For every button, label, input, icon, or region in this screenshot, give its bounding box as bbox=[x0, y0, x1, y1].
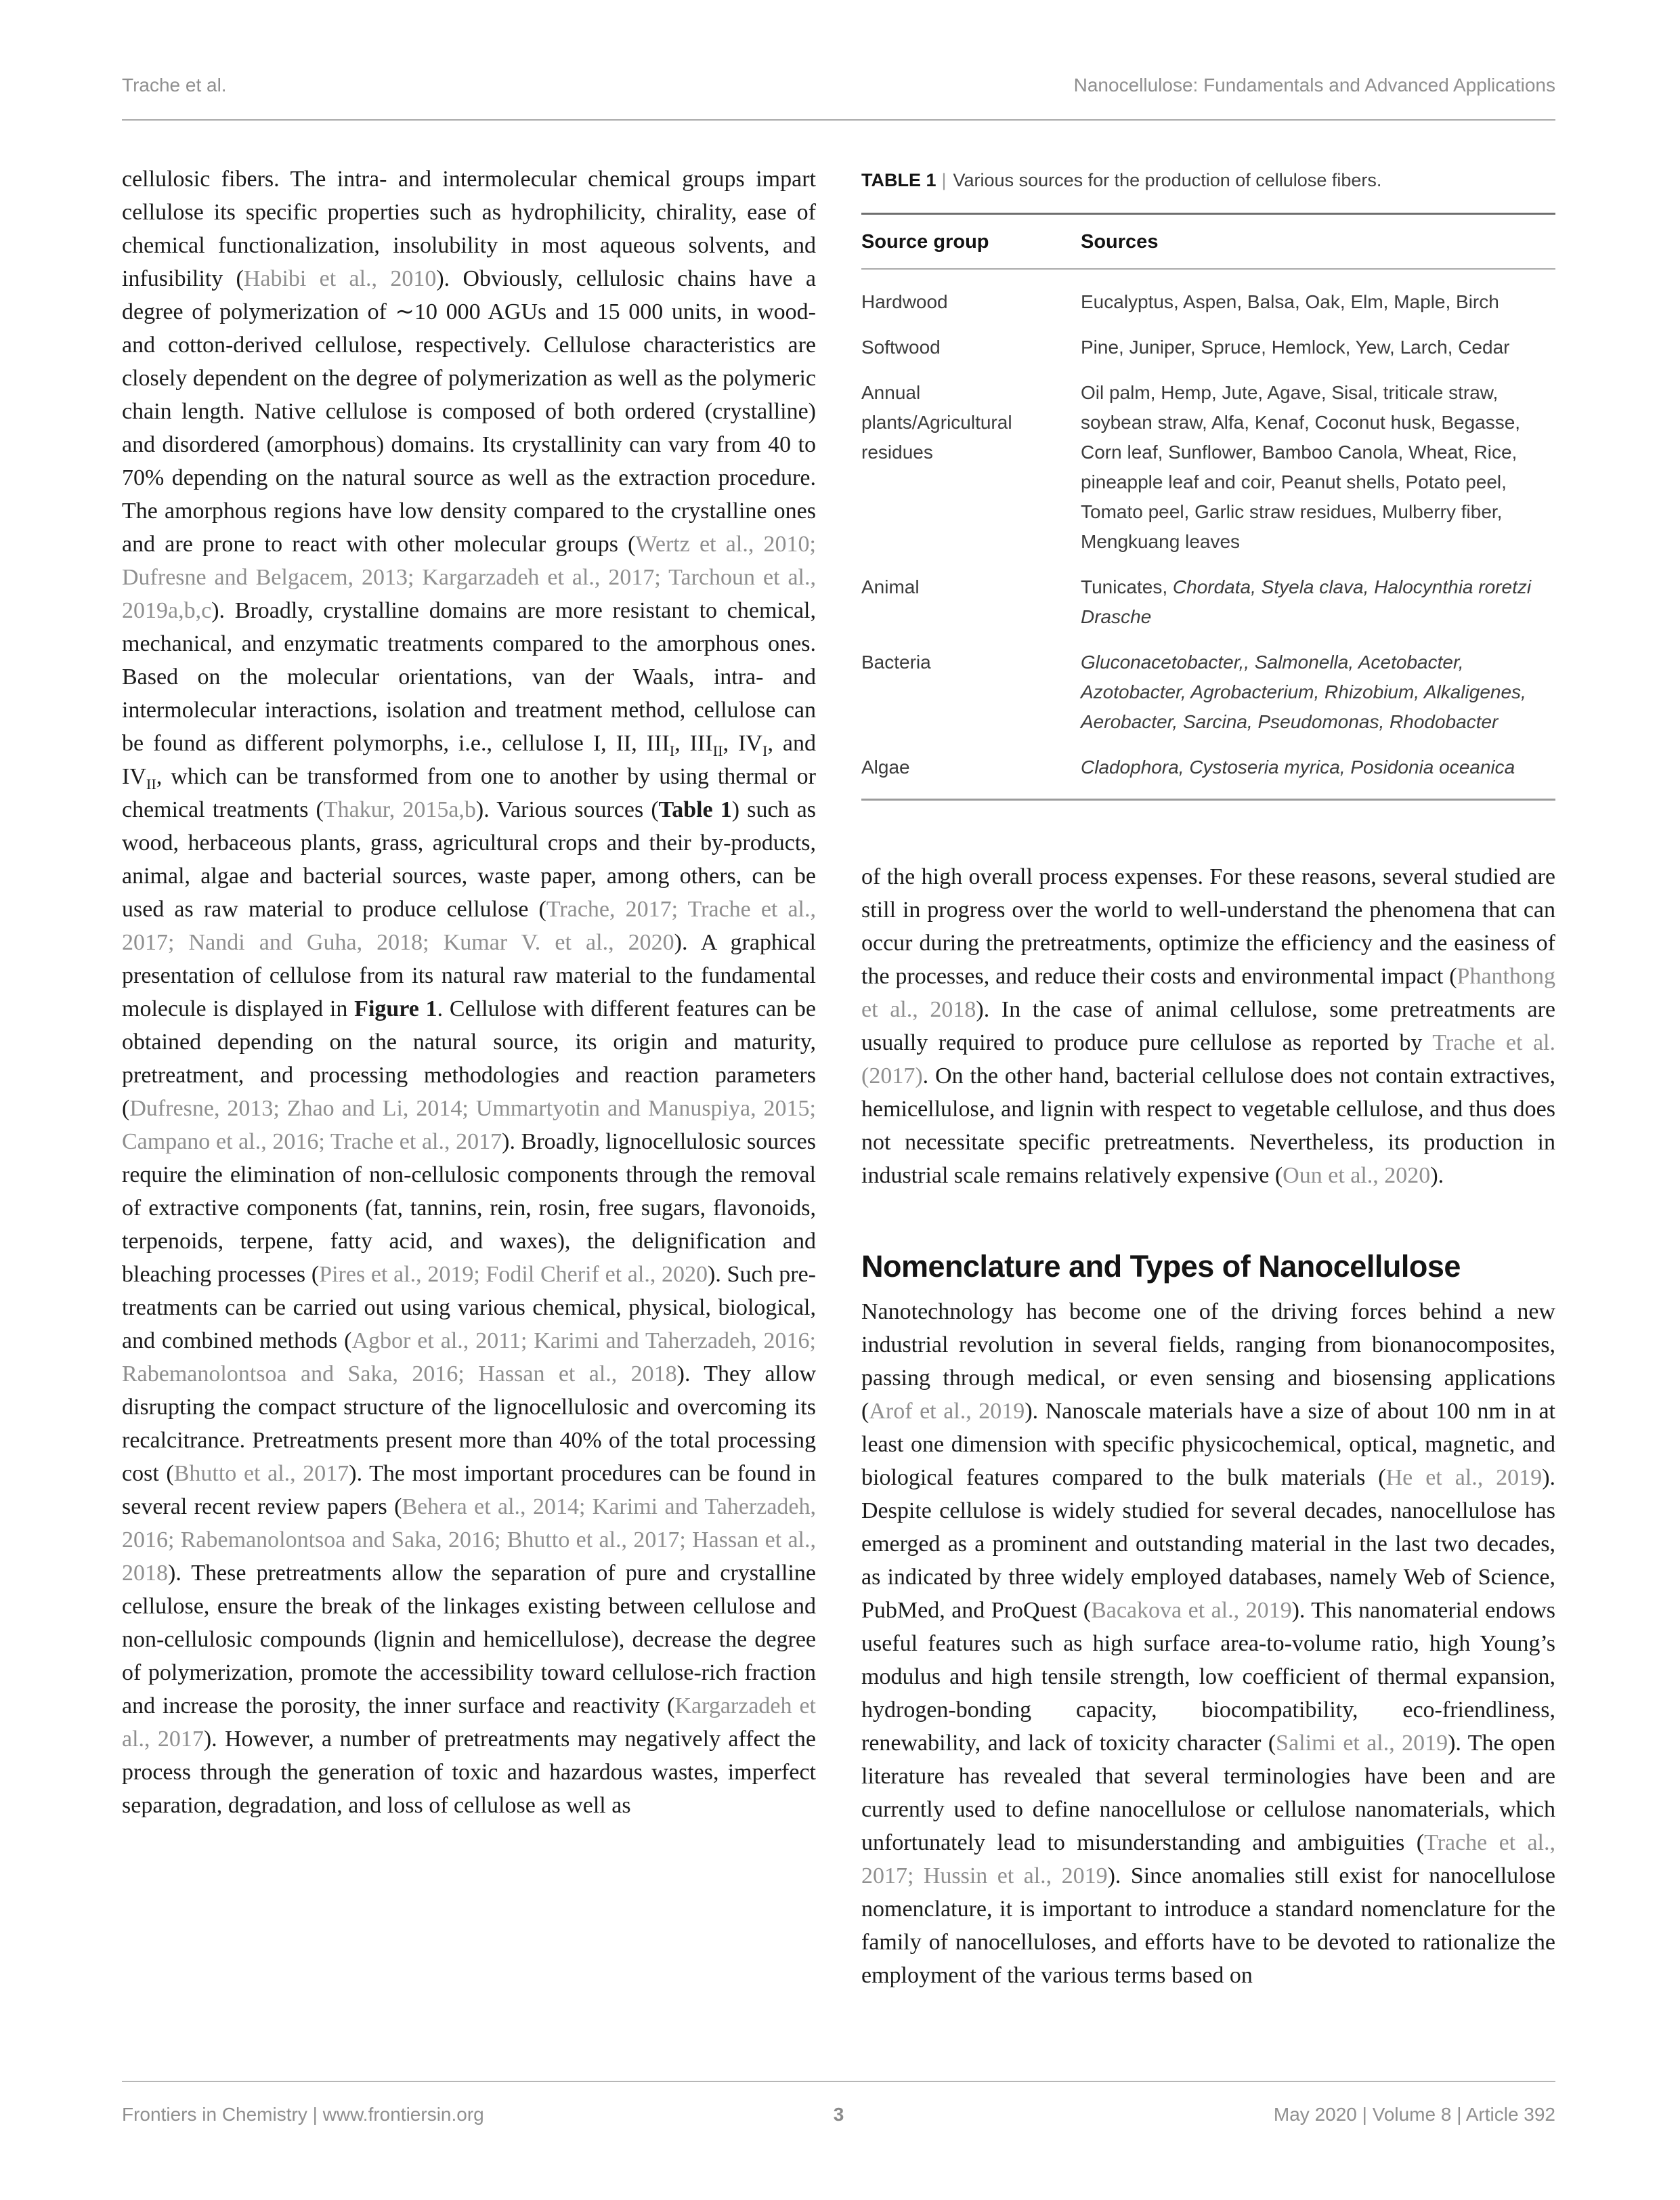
text-segment: . On the other hand, bacterial cellulose does not contain extractives, hemicellulose, and lignin with respect to vegetable cellulose, and thus does not necessitate specific pretreatments. Nevertheless, its production in industrial scale remains relatively expensive ( bbox=[861, 1063, 1555, 1188]
subscript-text: I bbox=[762, 742, 768, 759]
footer-page-number: 3 bbox=[833, 2104, 844, 2125]
running-head-authors: Trache et al. bbox=[122, 75, 227, 96]
table-row bbox=[861, 324, 1555, 370]
table-caption-label: TABLE 1 bbox=[861, 170, 936, 190]
text-segment: Eucalyptus, Aspen, Balsa, Oak, Elm, Maple, Birch bbox=[1081, 291, 1499, 312]
text-segment: ). Since anomalies still exist for nanocellulose nomenclature, it is important to introduce a standard nomenclature for the family of nanocelluloses, and efforts have to be devoted to rationalize the employment of the various terms based on bbox=[861, 1863, 1556, 1988]
table-header bbox=[861, 214, 1555, 270]
citation-text: Wertz et al., 2010; Dufresne and Belgacem, 2013; Kargarzadeh et al., 2017; Tarchoun et al., 2019a,b,c bbox=[122, 532, 816, 623]
table-row bbox=[861, 564, 1555, 639]
citation-text: Trache et al., 2017; Hussin et al., 2019 bbox=[861, 1830, 1555, 1888]
running-head-title: Nanocellulose: Fundamentals and Advanced Applications bbox=[1073, 75, 1555, 96]
citation-text: Pires et al., 2019; Fodil Cherif et al., 2020 bbox=[319, 1262, 708, 1287]
citation-text: Phanthong et al., 2018 bbox=[861, 964, 1555, 1022]
sources-cell bbox=[1081, 324, 1555, 370]
subscript-text: II bbox=[146, 775, 156, 792]
text-segment: , III bbox=[674, 731, 713, 756]
sources-cell bbox=[1081, 639, 1555, 744]
table-caption-text: Various sources for the production of cellulose fibers. bbox=[953, 170, 1382, 190]
sources-cell bbox=[1081, 269, 1555, 324]
footer-journal: Frontiers in Chemistry | www.frontiersin.org bbox=[122, 2104, 484, 2125]
table-row bbox=[861, 744, 1555, 800]
text-segment: ). A graphical presentation of cellulose from its natural raw material to the fundamental molecule is displayed in bbox=[122, 930, 816, 1021]
section-heading-nomenclature: Nomenclature and Types of Nanocellulose bbox=[861, 1249, 1461, 1284]
citation-text: Trache et al. (2017) bbox=[861, 1030, 1555, 1088]
text-segment: ). Despite cellulose is widely studied for several decades, nanocellulose has emerged as a prominent and outstanding material in the last two decades, as indicated by three widely employed databases, namely Web of Science, PubMed, and ProQuest ( bbox=[861, 1465, 1556, 1623]
bold-reference: Table 1 bbox=[658, 797, 732, 822]
citation-text: Bacakova et al., 2019 bbox=[1091, 1598, 1292, 1623]
citation-text: He et al., 2019 bbox=[1385, 1465, 1543, 1490]
citation-text: Thakur, 2015a,b bbox=[323, 797, 476, 822]
italic-text: Gluconacetobacter,, Salmonella, Acetobacter, Azotobacter, Agrobacterium, Rhizobium, Alkaligenes, Aerobacter, Sarcina, Pseudomonas, Rhodobacter bbox=[1081, 652, 1526, 732]
citation-text: Trache, 2017; Trache et al., 2017; Nandi and Guha, 2018; Kumar V. et al., 2020 bbox=[122, 897, 817, 955]
subscript-text: II bbox=[712, 742, 723, 759]
left-column bbox=[122, 163, 816, 1822]
citation-text: Oun et al., 2020 bbox=[1283, 1163, 1431, 1188]
text-segment: ). They allow disrupting the compact structure of the lignocellulosic and overcoming its recalcitrance. Pretreatments present more than 40% of the total processing cost ( bbox=[122, 1361, 816, 1486]
text-segment: ). Broadly, crystalline domains are more resistant to chemical, mechanical, and enzymatic treatments compared to the amorphous ones. Based on the molecular orientations, van der Waals, intra- and intermolecular interactions, isolation and treatment method, cellulose can be found as different polymorphs, i.e., cellulose I, II, III bbox=[122, 598, 816, 756]
citation-text: Salimi et al., 2019 bbox=[1276, 1731, 1448, 1756]
text-segment: ). Such pre-treatments can be carried out using various chemical, physical, biological, and combined methods ( bbox=[122, 1262, 817, 1353]
right-column bbox=[861, 163, 1555, 1992]
italic-text: Cladophora, Cystoseria myrica, Posidonia oceanica bbox=[1081, 757, 1515, 778]
page-footer bbox=[122, 2104, 1555, 2125]
text-segment: Tunicates, bbox=[1081, 576, 1173, 597]
citation-text: Agbor et al., 2011; Karimi and Taherzadeh, 2016; Rabemanolontsoa and Saka, 2016; Hassan et al., 2018 bbox=[122, 1328, 816, 1387]
text-segment: ). In the case of animal cellulose, some pretreatments are usually required to produce pure cellulose as reported by bbox=[861, 997, 1556, 1055]
table-1-sources bbox=[861, 213, 1555, 801]
text-segment: ). This nanomaterial endows useful features such as high surface area-to-volume ratio, high Young’s modulus and high tensile strength, low coefficient of thermal expansion, hydrogen-bonding capacity, biocompatibility, eco-friendliness, renewability, and lack of toxicity character ( bbox=[861, 1598, 1555, 1756]
text-segment: ). Obviously, cellulosic chains have a degree of polymerization of ∼10 000 AGUs and 15 000 units, in wood- and cotton-derived cellulose, respectively. Cellulose characteristics are closely dependent on the degree of polymerization as well as the polymeric chain length. Native cellulose is composed of both ordered (crystalline) and disordered (amorphous) domains. Its crystallinity can vary from 40 to 70% depending on the natural source as well as the extraction procedure. The amorphous regions have low density compared to the crystalline ones and are prone to react with other molecular groups ( bbox=[122, 266, 816, 557]
table-body bbox=[861, 269, 1555, 800]
bold-reference: Figure 1 bbox=[354, 996, 437, 1021]
text-segment: ) such as wood, herbaceous plants, grass, agricultural crops and their by-products, animal, algae and bacterial sources, waste paper, among others, can be used as raw material to produce cellulose ( bbox=[122, 797, 816, 922]
source-group-cell: Algae bbox=[861, 757, 910, 778]
running-head bbox=[122, 75, 1555, 96]
footer-issue: May 2020 | Volume 8 | Article 392 bbox=[1273, 2104, 1556, 2125]
header-rule bbox=[122, 119, 1555, 121]
table-row bbox=[861, 370, 1555, 564]
source-group-cell: Annual plants/Agricultural residues bbox=[861, 382, 1012, 463]
source-group-cell: Softwood bbox=[861, 337, 941, 358]
citation-text: Arof et al., 2019 bbox=[869, 1399, 1025, 1424]
body-paragraph-left bbox=[122, 163, 816, 1822]
citation-text: Kargarzadeh et al., 2017 bbox=[122, 1693, 816, 1752]
text-segment: of the high overall process expenses. For these reasons, several studied are still in progress over the world to well-understand the phenomena that can occur during the pretreatments, optimize the efficiency and the easiness of the processes, and reduce their costs and environmental impact ( bbox=[861, 864, 1555, 989]
text-segment: Oil palm, Hemp, Jute, Agave, Sisal, triticale straw, soybean straw, Alfa, Kenaf, Coconut husk, Begasse, Corn leaf, Sunflower, Bamboo Canola, Wheat, Rice, pineapple leaf and coir, Peanut shells, Potato peel, Tomato peel, Garlic straw residues, Mulberry fiber, Mengkuang leaves bbox=[1081, 382, 1521, 552]
text-segment: ). However, a number of pretreatments may negatively affect the process through the generation of toxic and hazardous wastes, imperfect separation, degradation, and loss of cellulose as well as bbox=[122, 1727, 816, 1818]
column-header-sources: Sources bbox=[1081, 214, 1555, 270]
text-segment: ). Various sources ( bbox=[475, 797, 659, 822]
body-paragraph-right bbox=[861, 860, 1555, 1192]
text-segment: . Cellulose with different features can be obtained depending on the natural source, its origin and maturity, pretreatment, and processing methodologies and reaction parameters ( bbox=[122, 996, 817, 1121]
table-row bbox=[861, 269, 1555, 324]
citation-text: Dufresne, 2013; Zhao and Li, 2014; Ummartyotin and Manuspiya, 2015; Campano et al., 2016; Trache et al., 2017 bbox=[122, 1096, 816, 1154]
text-segment: , and IV bbox=[122, 731, 817, 789]
source-group-cell: Bacteria bbox=[861, 652, 931, 673]
source-group-cell: Hardwood bbox=[861, 291, 948, 312]
text-segment: ). The open literature has revealed that several terminologies have been and are currently used to define nanocellulose or cellulose nanomaterials, which unfortunately lead to misunderstanding and ambiguities ( bbox=[861, 1731, 1555, 1855]
text-segment: ). bbox=[1430, 1163, 1444, 1188]
sources-cell bbox=[1081, 744, 1555, 800]
column-header-source-group: Source group bbox=[861, 214, 1081, 270]
text-segment: Nanotechnology has become one of the driving forces behind a new industrial revolution in several fields, ranging from bionanocomposites, passing through medical, or even sensing and biosensing applications ( bbox=[861, 1299, 1555, 1424]
footer-rule bbox=[122, 2081, 1555, 2082]
text-segment: , IV bbox=[723, 731, 762, 756]
subscript-text: I bbox=[669, 742, 675, 759]
italic-text: Chordata, Styela clava, Halocynthia roretzi Drasche bbox=[1081, 576, 1532, 627]
text-segment: Pine, Juniper, Spruce, Hemlock, Yew, Larch, Cedar bbox=[1081, 337, 1510, 358]
table-row bbox=[861, 639, 1555, 744]
text-segment: ). Broadly, lignocellulosic sources require the elimination of non-cellulosic components through the removal of extractive components (fat, tannins, rein, rosin, free sugars, flavonoids, terpenoids, terpene, fatty acid, and waxes), the delignification and bleaching processes ( bbox=[122, 1129, 816, 1287]
text-segment: cellulosic fibers. The intra- and intermolecular chemical groups impart cellulose its specific properties such as hydrophilicity, chirality, ease of chemical functionalization, insolubility in most aqueous solvents, and infusibility ( bbox=[122, 167, 816, 291]
sources-cell bbox=[1081, 370, 1555, 564]
citation-text: Behera et al., 2014; Karimi and Taherzadeh, 2016; Rabemanolontsoa and Saka, 2016; Bhutto et al., 2017; Hassan et al., 2018 bbox=[122, 1494, 817, 1586]
source-group-cell: Animal bbox=[861, 576, 920, 597]
table-caption bbox=[861, 168, 1555, 192]
body-paragraph-nomenclature bbox=[861, 1295, 1555, 1992]
text-segment: ). These pretreatments allow the separation of pure and crystalline cellulose, ensure the break of the linkages existing between cellulose and non-cellulosic compounds (lignin and hemicellulose), decrease the degree of polymerization, promote the accessibility toward cellulose-rich fraction and increase the porosity, the inner surface and reactivity ( bbox=[122, 1561, 816, 1718]
sources-cell bbox=[1081, 564, 1555, 639]
citation-text: Bhutto et al., 2017 bbox=[173, 1461, 349, 1486]
table-header-row bbox=[861, 214, 1555, 270]
table-caption-separator: | bbox=[941, 170, 947, 190]
text-segment: , which can be transformed from one to another by using thermal or chemical treatments ( bbox=[122, 764, 816, 822]
text-segment: ). Nanoscale materials have a size of about 100 nm in at least one dimension with specific physicochemical, optical, magnetic, and biological features compared to the bulk materials ( bbox=[861, 1399, 1555, 1490]
citation-text: Habibi et al., 2010 bbox=[243, 266, 437, 291]
text-segment: ). The most important procedures can be found in several recent review papers ( bbox=[122, 1461, 816, 1519]
